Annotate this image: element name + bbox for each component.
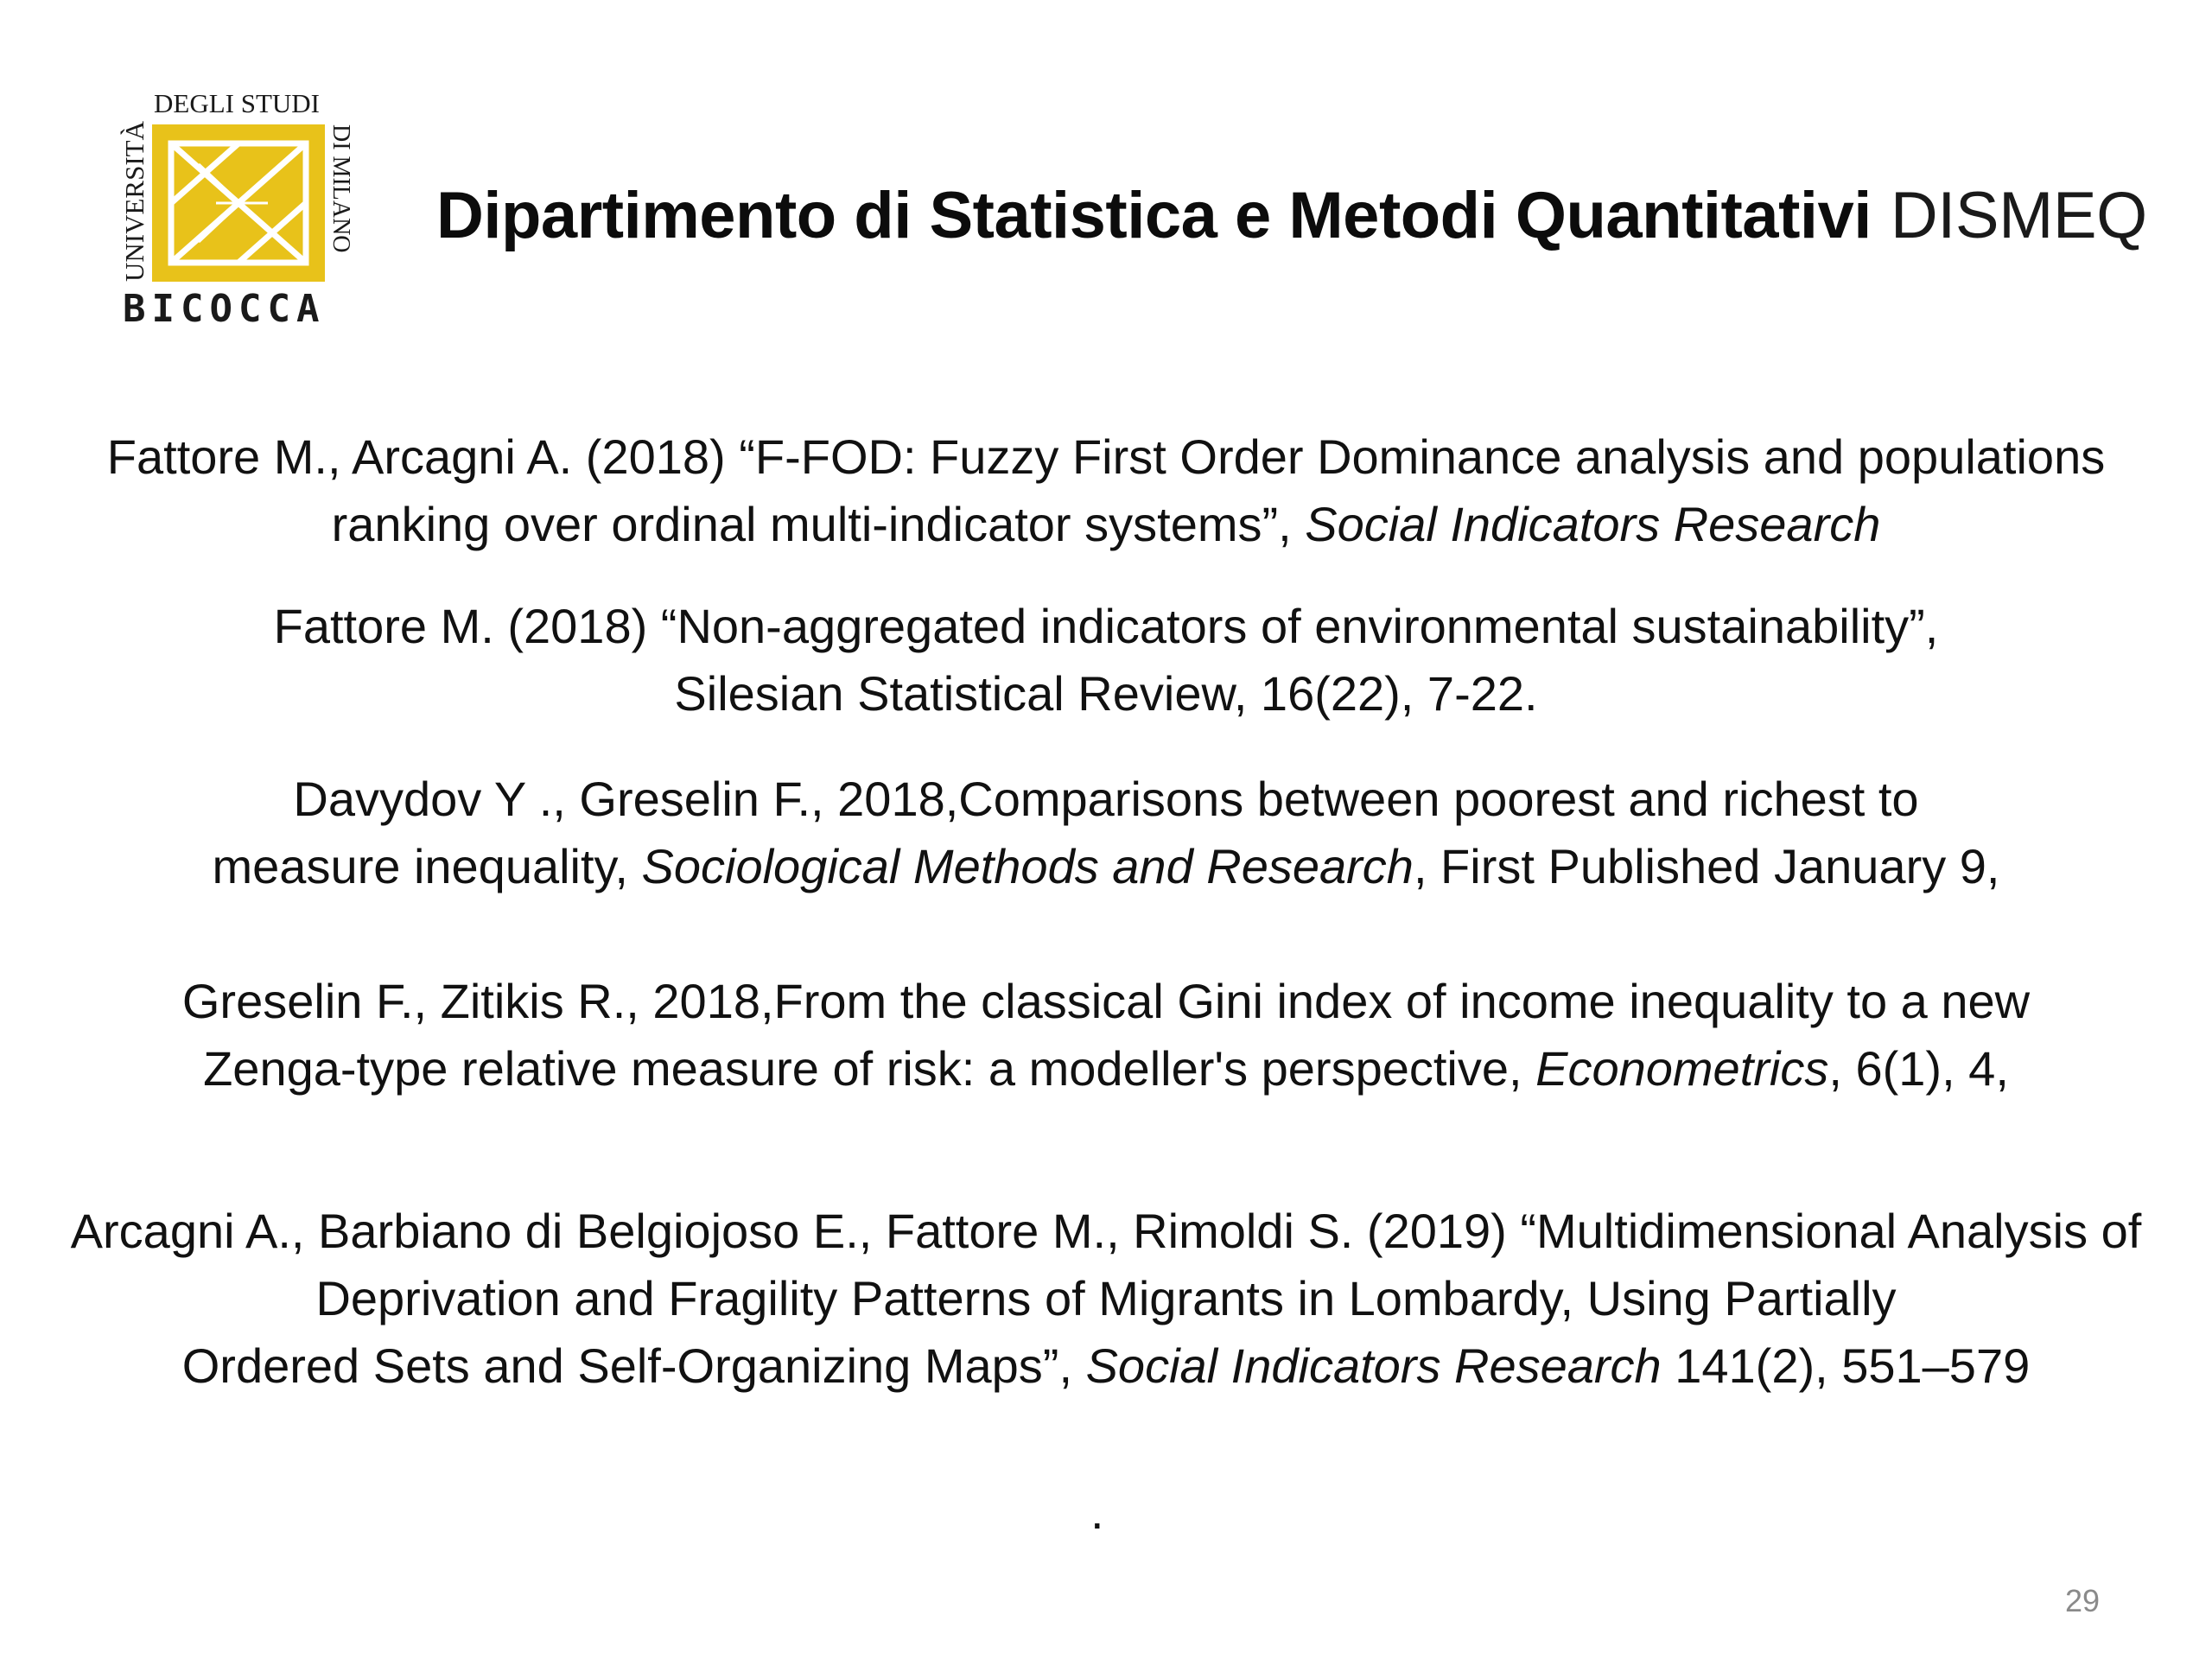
journal-name: Sociological Methods and Research (641, 839, 1414, 893)
department-name: Dipartimento di Statistica e Metodi Quantitativi (436, 179, 1872, 252)
reference-line: Greselin F., Zitikis R., 2018,From the classical Gini index of income inequality to a new (181, 974, 2031, 1028)
reference-item (0, 1198, 2212, 1400)
trailing-dot: . (1090, 1484, 1104, 1539)
page-number: 29 (2065, 1583, 2101, 1618)
logo-text-bottom: BICOCCA (123, 287, 326, 330)
reference-line: ranking over ordinal multi-indicator systems”, Social Indicators Research (331, 497, 1881, 551)
reference-line: Fattore M. (2018) “Non-aggregated indicators of environmental sustainability”, (273, 599, 1939, 653)
reference-item (0, 766, 2212, 900)
journal-name: Social Indicators Research (1305, 497, 1881, 551)
reference-line: measure inequality, Sociological Methods and Research, First Published January 9, (212, 839, 2000, 893)
bicocca-logo-icon (112, 86, 372, 330)
reference-line: Arcagni A., Barbiano di Belgiojoso E., Fattore M., Rimoldi S. (2019) “Multidimensional Analysis of (70, 1204, 2142, 1258)
reference-item (0, 968, 2212, 1103)
department-acronym: DISMEQ (1890, 179, 2147, 252)
logo-text-left: UNIVERSITÀ (119, 121, 149, 282)
reference-line: Ordered Sets and Self-Organizing Maps”, Social Indicators Research 141(2), 551–579 (181, 1338, 2031, 1393)
logo-text-right: DI MILANO (327, 124, 354, 253)
university-logo (112, 86, 372, 330)
department-title (436, 173, 2147, 259)
reference-item (0, 593, 2212, 728)
journal-name: Econometrics (1535, 1041, 1829, 1096)
reference-line: Silesian Statistical Review, 16(22), 7-22. (674, 666, 1538, 721)
reference-line: Deprivation and Fragility Patterns of Migrants in Lombardy, Using Partially (315, 1271, 1897, 1325)
reference-line: Zenga-type relative measure of risk: a modeller's perspective, Econometrics, 6(1), 4, (203, 1041, 2009, 1096)
reference-item (0, 423, 2212, 558)
logo-text-top: DEGLI STUDI (154, 88, 320, 118)
journal-name: Social Indicators Research (1085, 1338, 1662, 1393)
reference-line: Fattore M., Arcagni A. (2018) “F-FOD: Fuzzy First Order Dominance analysis and populations (106, 429, 2106, 484)
reference-line: Davydov Y ., Greselin F., 2018,Comparisons between poorest and richest to (293, 772, 1919, 826)
